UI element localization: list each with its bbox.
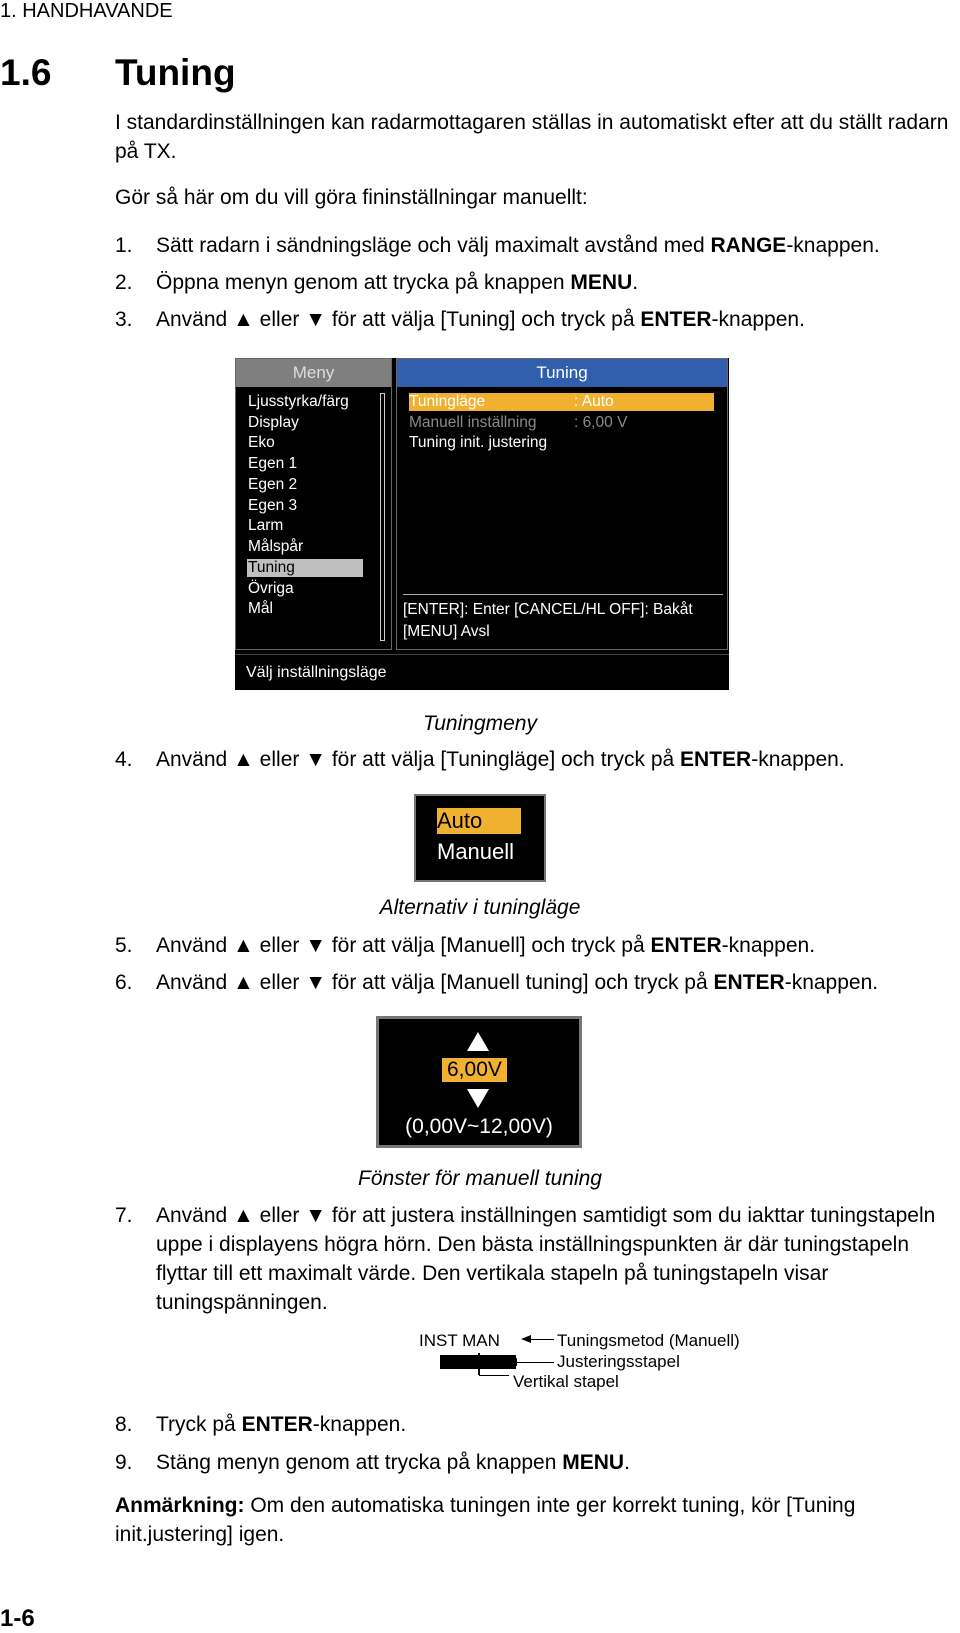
step-text: -knappen. <box>786 234 880 257</box>
intro-paragraph: I standardinställningen kan radarmottagaren ställas in automatiskt efter att du ställt radarn på TX. <box>115 111 949 163</box>
section-title: Tuning <box>115 52 236 93</box>
menu-panel <box>235 358 392 650</box>
down-arrow-icon[interactable] <box>467 1089 489 1108</box>
step-number: 3. <box>115 308 133 331</box>
row-value: : 6,00 V <box>574 414 628 431</box>
option-manual[interactable]: Manuell <box>437 839 515 864</box>
tuning-range: (0,00V~12,00V) <box>405 1115 553 1138</box>
step-text: Använd ▲ eller ▼ för att välja [Tuningläge] och tryck på <box>156 748 681 771</box>
tuning-value: 6,00V <box>442 1058 507 1082</box>
tuning-panel <box>396 358 728 650</box>
step-number: 4. <box>115 748 133 771</box>
step-text: -knappen. <box>751 748 845 771</box>
key-name: ENTER <box>650 934 722 957</box>
tuning-menu-screenshot <box>235 358 729 690</box>
menu-item[interactable]: Egen 3 <box>248 497 298 514</box>
menu-title: Meny <box>236 359 391 387</box>
menu-item[interactable]: Mål <box>248 600 273 617</box>
status-bar: Välj inställningsläge <box>235 654 729 690</box>
figure-caption: Tuningmeny <box>422 712 537 735</box>
note-label: Anmärkning: <box>115 1494 245 1517</box>
step-text: . <box>632 271 639 294</box>
step-text: Använd ▲ eller ▼ för att välja [Manuell] och tryck på <box>156 934 651 957</box>
lead-paragraph: Gör så här om du vill göra fininställningar manuellt: <box>115 186 588 209</box>
step-text: Sätt radarn i sändningsläge och välj maximalt avstånd med <box>156 234 711 257</box>
menu-item[interactable]: Eko <box>248 434 275 451</box>
key-help-line: [ENTER]: Enter [CANCEL/HL OFF]: Bakåt <box>403 601 693 618</box>
key-name: ENTER <box>713 971 785 994</box>
row-label: Manuell inställning <box>409 414 537 431</box>
step-number: 2. <box>115 271 133 294</box>
callout-label: Vertikal stapel <box>513 1372 619 1391</box>
figure-caption: Fönster för manuell tuning <box>358 1167 602 1190</box>
figure-caption: Alternativ i tuningläge <box>379 896 581 919</box>
running-header: 1. HANDHAVANDE <box>0 0 173 22</box>
key-name: RANGE <box>710 234 787 257</box>
step-number: 6. <box>115 971 133 994</box>
key-name: ENTER <box>680 748 752 771</box>
note <box>115 1491 955 1549</box>
menu-item-selected[interactable]: Tuning <box>247 559 363 577</box>
callout-label: Justeringsstapel <box>557 1352 680 1371</box>
menu-item[interactable]: Målspår <box>248 538 304 555</box>
menu-item[interactable]: Övriga <box>248 580 294 597</box>
key-help-line: [MENU] Avsl <box>403 623 490 640</box>
menu-item[interactable]: Larm <box>248 517 284 534</box>
row-label: Tuning init. justering <box>409 434 548 451</box>
step-number: 7. <box>115 1204 133 1227</box>
tuning-mode-options <box>414 794 546 882</box>
arrow-line <box>515 1362 554 1363</box>
menu-item[interactable]: Egen 1 <box>248 455 298 472</box>
step-text: Stäng menyn genom att trycka på knappen <box>156 1451 563 1474</box>
tuning-title: Tuning <box>397 359 727 387</box>
option-auto[interactable]: Auto <box>437 808 521 834</box>
divider <box>403 594 723 595</box>
step-text: . <box>624 1451 630 1474</box>
step-number: 8. <box>115 1413 133 1436</box>
menu-item[interactable]: Ljusstyrka/färg <box>248 393 349 410</box>
row-value: : Auto <box>574 393 614 410</box>
step-text: -knappen. <box>721 934 816 957</box>
step-text: -knappen. <box>784 971 879 994</box>
key-name: MENU <box>562 1451 625 1474</box>
step-number: 5. <box>115 934 133 957</box>
step-text: Använd ▲ eller ▼ för att välja [Tuning] och tryck på <box>156 308 641 331</box>
row-label: Tuningläge <box>409 393 486 410</box>
manual-setting-row[interactable] <box>409 414 628 432</box>
inst-man-label: INST MAN <box>419 1331 500 1350</box>
key-name: ENTER <box>640 308 712 331</box>
step-text: Tryck på <box>156 1413 242 1436</box>
up-arrow-icon[interactable] <box>467 1032 489 1051</box>
step-number: 9. <box>115 1451 133 1474</box>
menu-item[interactable]: Egen 2 <box>248 476 298 493</box>
note-text: Om den automatiska tuningen inte ger korrekt tuning, kör [Tuning init.justering] igen. <box>115 1494 856 1546</box>
key-name: ENTER <box>241 1413 313 1436</box>
step-number: 1. <box>115 234 133 257</box>
menu-item[interactable]: Display <box>248 414 299 431</box>
manual-tuning-window <box>376 1016 582 1148</box>
arrow-line <box>479 1375 509 1376</box>
step-text: Använd ▲ eller ▼ för att välja [Manuell tuning] och tryck på <box>156 971 714 994</box>
step-text: -knappen. <box>312 1413 407 1436</box>
page-number: 1-6 <box>0 1605 35 1632</box>
step-text: Använd ▲ eller ▼ för att justera inställningen samtidigt som du iakttar tuningstapeln uppe i displayens högra hörn. Den bästa inställningspunkten är där tuningstapeln flyttar till ett maximalt värde. Den vertikala stapeln på tuningstapeln visar tuningspänningen. <box>156 1204 936 1314</box>
step-text: -knappen. <box>711 308 805 331</box>
key-name: MENU <box>570 271 633 294</box>
tuning-mode-row[interactable] <box>409 393 714 411</box>
tuning-init-row[interactable] <box>409 434 547 452</box>
callout-label: Tuningsmetod (Manuell) <box>557 1331 740 1350</box>
vertical-bar <box>478 1353 480 1375</box>
step-text: Öppna menyn genom att trycka på knappen <box>156 271 571 294</box>
section-number: 1.6 <box>0 52 52 93</box>
arrow-line <box>529 1339 554 1340</box>
scrollbar[interactable] <box>380 393 385 641</box>
key-help <box>403 599 693 643</box>
